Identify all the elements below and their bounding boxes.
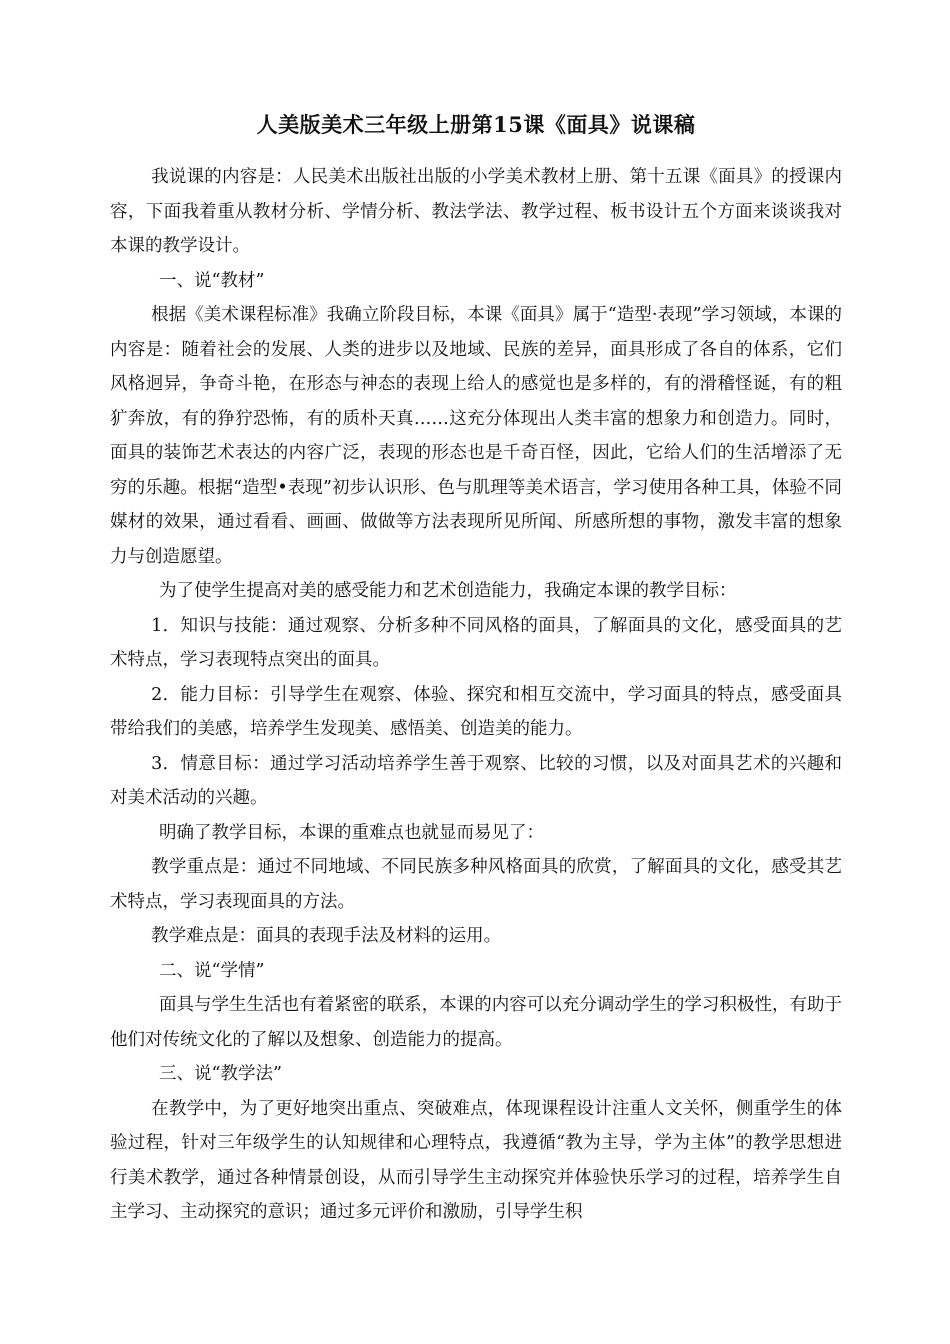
objective-emotion-paragraph: 3．情意目标：通过学习活动培养学生善于观察、比较的习惯，以及对面具艺术的兴趣和对美术活动的兴趣。 xyxy=(110,753,842,808)
intro-paragraph: 我说课的内容是：人民美术出版社出版的小学美术教材上册、第十五课《面具》的授课内容，下面我着重从教材分析、学情分析、教法学法、教学过程、板书设计五个方面来谈谈我对本课的教学设计。 xyxy=(110,167,842,256)
students-paragraph: 面具与学生生活也有着紧密的联系，本课的内容可以充分调动学生的学习积极性，有助于他们对传统文化的了解以及想象、创造能力的提高。 xyxy=(110,995,842,1050)
section-heading-students: 二、说“学情” xyxy=(159,960,265,981)
document-title: 人美版美术三年级上册第15课《面具》说课稿 xyxy=(256,112,696,138)
section-heading-method: 三、说“教学法” xyxy=(159,1064,282,1084)
objective-ability-paragraph: 2．能力目标：引导学生在观察、体验、探究和相互交流中，学习面具的特点，感受面具带给我们的美感，培养学生发现美、感悟美、创造美的能力。 xyxy=(110,684,842,739)
objectives-intro-paragraph: 为了使学生提高对美的感受能力和艺术创造能力，我确定本课的教学目标： xyxy=(159,581,737,601)
document-body xyxy=(110,160,842,1230)
section-heading-textbook: 一、说“教材” xyxy=(159,270,265,291)
method-paragraph: 在教学中，为了更好地突出重点、突破难点，体现课程设计注重人文关怀，侧重学生的体验过程，针对三年级学生的认知规律和心理特点，我遵循“教为主导，学为主体”的教学思想进行美术教学，通过各种情景创设，从而引导学生主动探究并体验快乐学习的过程，培养学生自主学习、主动探究的意识；通过多元评价和激励，引导学生积 xyxy=(110,1098,842,1222)
textbook-paragraph: 根据《美术课程标准》我确立阶段目标，本课《面具》属于“造型·表现”学习领域，本课的内容是：随着社会的发展、人类的进步以及地域、民族的差异，面具形成了各自的体系，它们风格迥异，争奇斗艳，在形态与神态的表现上给人的感觉也是多样的，有的滑稽怪诞，有的粗犷奔放，有的狰狞恐怖，有的质朴天真……这充分体现出人类丰富的想象力和创造力。同时，面具的装饰艺术表达的内容广泛，表现的形态也是千奇百怪，因此，它给人们的生活增添了无穷的乐趣。根据“造型•表现”初步认识形、色与肌理等美术语言，学习使用各种工具，体验不同媒材的效果，通过看看、画画、做做等方法表现所见所闻、所感所想的事物，激发丰富的想象力与创造愿望。 xyxy=(110,305,842,567)
objective-knowledge-paragraph: 1．知识与技能：通过观察、分析多种不同风格的面具，了解面具的文化，感受面具的艺术特点，学习表现特点突出的面具。 xyxy=(110,615,842,670)
key-points-intro-paragraph: 明确了教学目标，本课的重难点也就显而易见了： xyxy=(159,822,544,843)
teaching-difficulty-paragraph: 教学难点是：面具的表现手法及材料的运用。 xyxy=(151,926,502,946)
teaching-focus-paragraph: 教学重点是：通过不同地域、不同民族多种风格面具的欣赏，了解面具的文化，感受其艺术特点，学习表现面具的方法。 xyxy=(110,857,842,912)
